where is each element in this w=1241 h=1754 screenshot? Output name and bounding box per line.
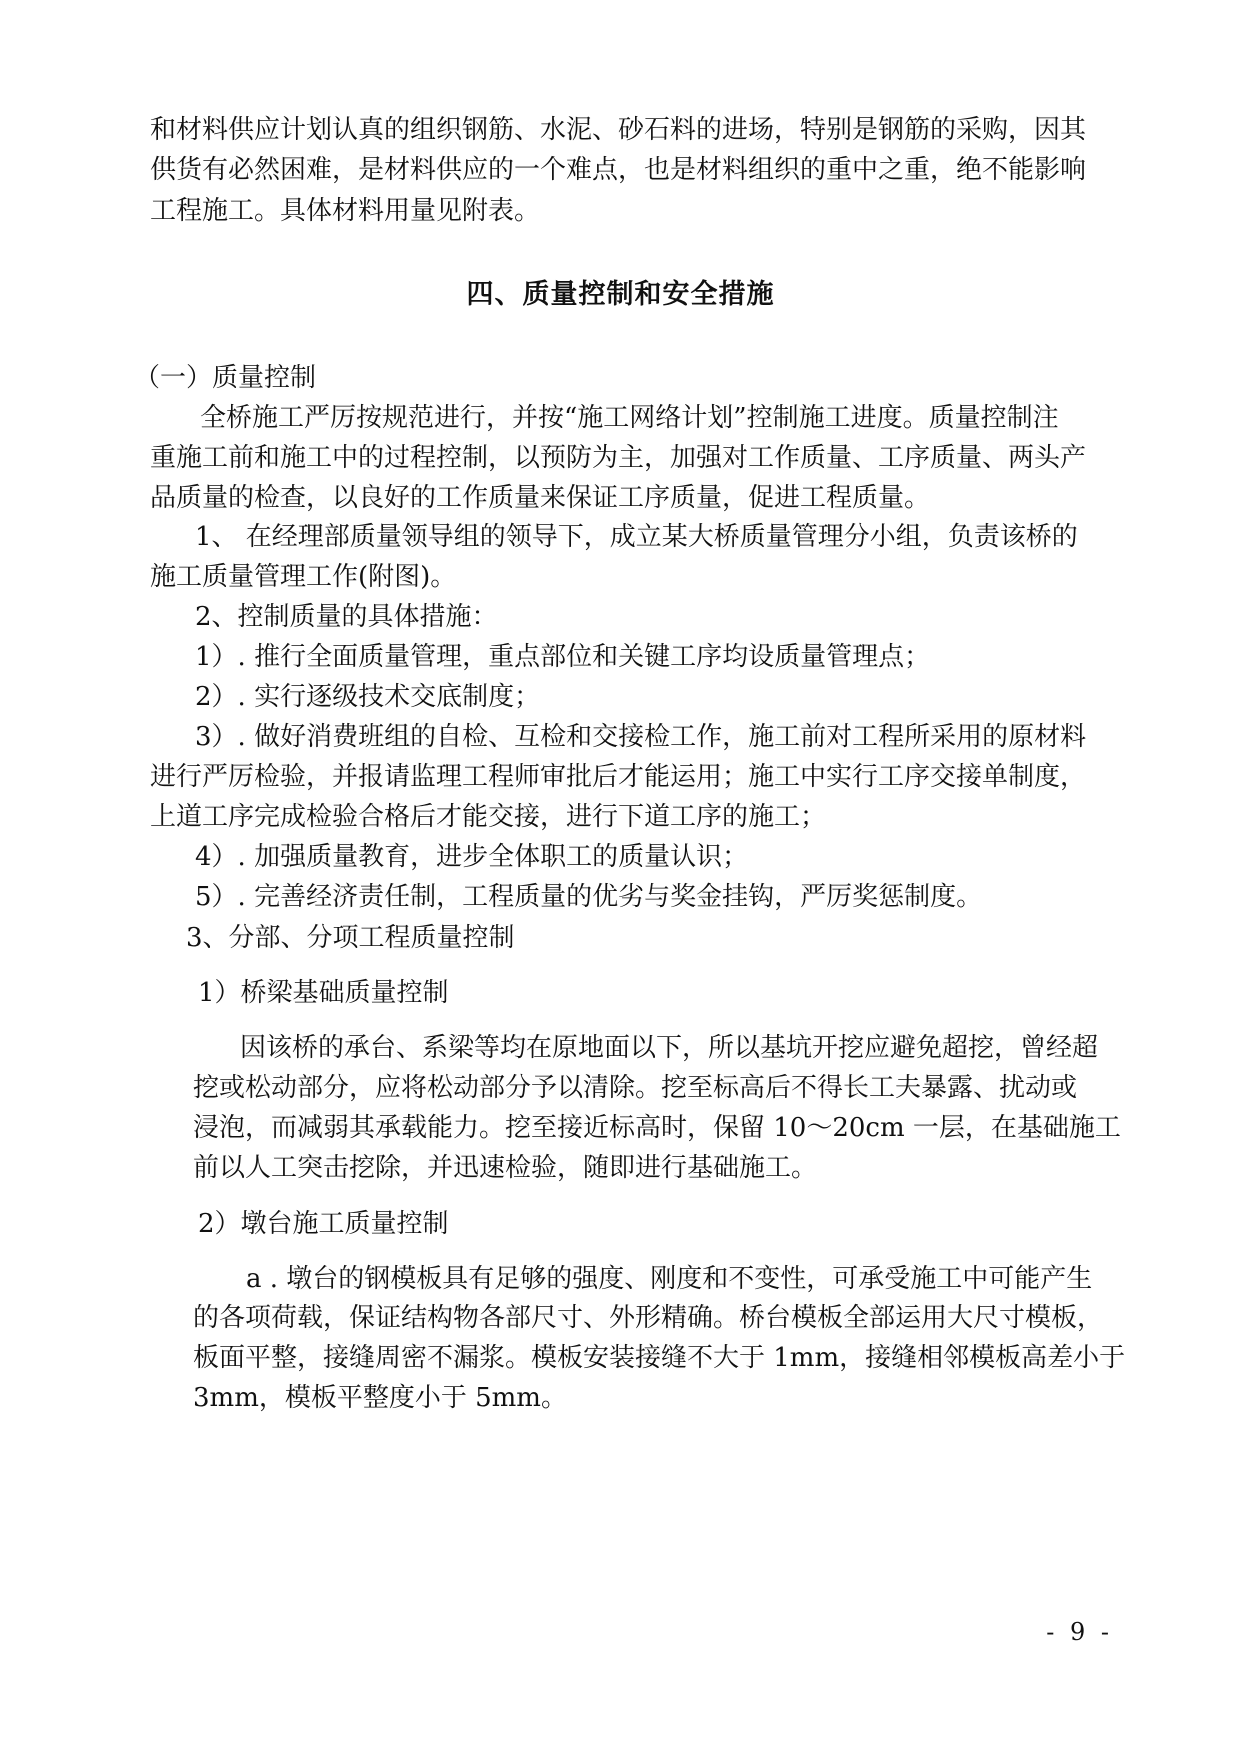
measure-3-line-2: 进行严厉检验，并报请监理工程师审批后才能运用；施工中实行工序交接单制度， [150, 762, 1087, 792]
measure-5: 5）. 完善经济责任制，工程质量的优劣与奖金挂钩，严厉奖惩制度。 [195, 882, 983, 912]
section-title: 四、质量控制和安全措施 [466, 279, 775, 310]
page-number: - 9 - [1046, 1618, 1113, 1646]
foundation-line-2: 挖或松动部分，应将松动部分予以清除。挖至标高后不得长工夫暴露、扰动或 [193, 1073, 1078, 1103]
measure-3-line-3: 上道工序完成检验合格后才能交接，进行下道工序的施工； [150, 802, 827, 832]
pier-line-1: a . 墩台的钢模板具有足够的强度、刚度和不变性，可承受施工中可能产生 [246, 1264, 1093, 1294]
measure-1: 1）. 推行全面质量管理，重点部位和关键工序均设质量管理点； [195, 642, 931, 672]
measure-2: 2）. 实行逐级技术交底制度； [195, 682, 541, 712]
foundation-line-1: 因该桥的承台、系梁等均在原地面以下，所以基坑开挖应避免超挖，曾经超 [240, 1033, 1099, 1063]
measure-3-line-1: 3）. 做好消费班组的自检、互检和交接检工作，施工前对工程所采用的原材料 [195, 722, 1087, 752]
pier-line-3: 板面平整，接缝周密不漏浆。模板安装接缝不大于 1mm，接缝相邻模板高差小于 [193, 1343, 1126, 1373]
item1-line-2: 施工质量管理工作(附图)。 [150, 562, 457, 592]
intro-line-3: 工程施工。具体材料用量见附表。 [150, 196, 541, 226]
measure-4: 4）. 加强质量教育，进步全体职工的质量认识； [195, 842, 749, 872]
subsection-title: （一）质量控制 [134, 363, 317, 393]
intro-line-1: 和材料供应计划认真的组织钢筋、水泥、砂石料的进场，特别是钢筋的采购，因其 [150, 115, 1087, 145]
intro-line-2: 供货有必然困难，是材料供应的一个难点，也是材料组织的重中之重，绝不能影响 [150, 155, 1087, 185]
item1-line-1: 1、 在经理部质量领导组的领导下，成立某大桥质量管理分小组，负责该桥的 [195, 522, 1078, 552]
item2: 2、控制质量的具体措施： [195, 602, 498, 632]
para1-line-2: 重施工前和施工中的过程控制，以预防为主，加强对工作质量、工序质量、两头产 [150, 443, 1087, 473]
para1-line-3: 品质量的检查，以良好的工作质量来保证工序质量，促进工程质量。 [150, 483, 931, 513]
pier-line-2: 的各项荷载，保证结构物各部尺寸、外形精确。桥台模板全部运用大尺寸模板， [193, 1303, 1104, 1333]
foundation-line-4: 前以人工突击挖除，并迅速检验，随即进行基础施工。 [193, 1153, 818, 1183]
foundation-line-3: 浸泡，而减弱其承载能力。挖至接近标高时，保留 10～20cm 一层，在基础施工 [193, 1113, 1121, 1143]
pier-line-4: 3mm，模板平整度小于 5mm。 [193, 1383, 567, 1413]
item3: 3、分部、分项工程质量控制 [186, 923, 515, 953]
foundation-title: 1）桥梁基础质量控制 [198, 978, 449, 1008]
para1-line-1: 全桥施工严厉按规范进行，并按“施工网络计划”控制施工进度。质量控制注 [200, 403, 1059, 433]
pier-title: 2）墩台施工质量控制 [198, 1209, 449, 1239]
